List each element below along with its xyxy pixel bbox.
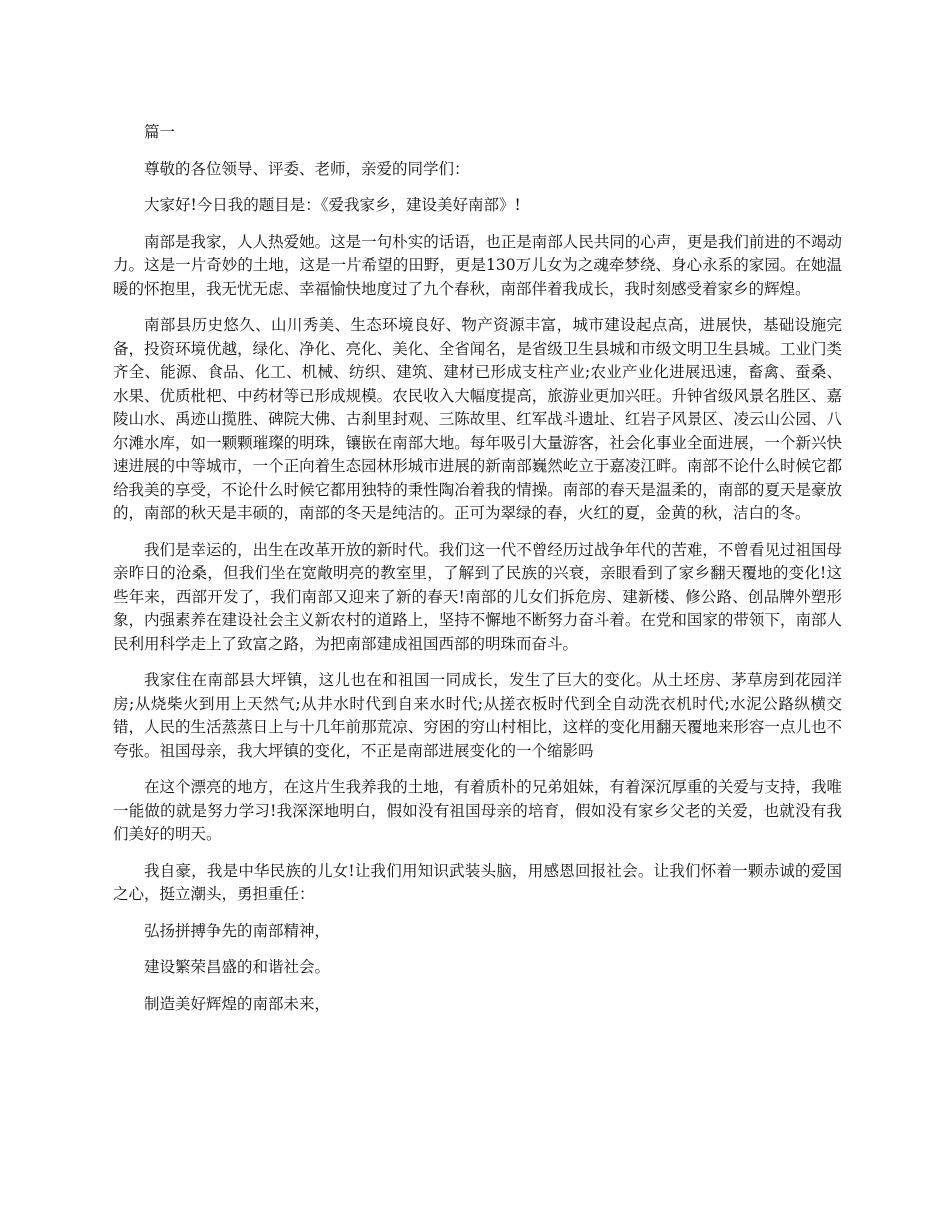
closing-line-1: 弘扬拼搏争先的南部精神， bbox=[144, 921, 331, 940]
body-paragraph-6: 我自豪，我是中华民族的儿女!让我们用知识武装头脑，用感恩回报社会。让我们怀着一颗赤诚的爱国之心，挺立潮头，勇担重任： bbox=[113, 861, 842, 903]
greeting: 大家好!今日我的题目是：《爱我家乡，建设美好南部》! bbox=[144, 196, 521, 214]
closing-line-3: 制造美好辉煌的南部未来， bbox=[144, 994, 331, 1013]
salutation: 尊敬的各位领导、评委、老师，亲爱的同学们： bbox=[144, 159, 470, 178]
document-page bbox=[113, 121, 842, 1016]
body-paragraph-2: 南部县历史悠久、山川秀美、生态环境良好、物产资源丰富，城市建设起点高，进展快，基础设施完备，投资环境优越，绿化、净化、亮化、美化、全省闻名，是省级卫生县城和市级文明卫生县城。工业门类齐全、能源、食品、化工、机械、纺织、建筑、建材已形成支柱产业;农业产业化进展迅速，畜禽、蚕桑、水果、优质枇杷、中药材等已形成规模。农民收入大幅度提高，旅游业更加兴旺。升钟省级风景名胜区、嘉陵山水、禹迹山揽胜、碑院大佛、古刹里封观、三陈故里、红军战斗遗址、红岩子风景区、凌云山公园、八尔滩水库，如一颗颗璀璨的明珠，镶嵌在南部大地。每年吸引大量游客，社会化事业全面进展，一个新兴快速进展的中等城市，一个正向着生态园林形城市进展的新南部巍然屹立于嘉凌江畔。南部不论什么时候它都给我美的享受，不论什么时候它都用独特的秉性陶冶着我的情操。南部的春天是温柔的，南部的夏天是豪放的，南部的秋天是丰硕的，南部的冬天是纯洁的。正可为翠绿的春，火红的夏，金黄的秋，洁白的冬。 bbox=[113, 316, 842, 522]
body-paragraph-5: 在这个漂亮的地方，在这片生我养我的土地，有着质朴的兄弟姐妹，有着深沉厚重的关爱与支持，我唯一能做的就是努力学习!我深深地明白，假如没有祖国母亲的培育，假如没有家乡父老的关爱，也就没有我们美好的明天。 bbox=[113, 778, 842, 843]
body-paragraph-1: 南部是我家，人人热爱她。这是一句朴实的话语，也正是南部人民共同的心声，更是我们前进的不竭动力。这是一片奇妙的土地，这是一片希望的田野，更是130万儿女为之魂牵梦绕、身心永系的家园。在她温暖的怀抱里，我无忧无虑、幸福愉快地度过了九个春秋，南部伴着我成长，我时刻感受着家乡的辉煌。 bbox=[113, 232, 842, 298]
body-paragraph-3: 我们是幸运的，出生在改革开放的新时代。我们这一代不曾经历过战争年代的苦难，不曾看见过祖国母亲昨日的沧桑，但我们坐在宽敞明亮的教室里，了解到了民族的兴衰，亲眼看到了家乡翻天覆地的变化!这些年来，西部开发了，我们南部又迎来了新的春天!南部的儿女们拆危房、建新楼、修公路、创品牌外塑形象，内强素养在建设社会主义新农村的道路上，坚持不懈地不断努力奋斗着。在党和国家的带领下，南部人民利用科学走上了致富之路，为把南部建成祖国西部的明珠而奋斗。 bbox=[113, 540, 842, 653]
section-heading: 篇一 bbox=[144, 123, 176, 141]
body-paragraph-4: 我家住在南部县大坪镇，这儿也在和祖国一同成长，发生了巨大的变化。从土坯房、茅草房到花园洋房;从烧柴火到用上天然气;从井水时代到自来水时代;从搓衣板时代到全自动洗衣机时代;水泥公路纵横交错，人民的生活蒸蒸日上与十几年前那荒凉、穷困的穷山村相比，这样的变化用翻天覆地来形容一点儿也不夸张。祖国母亲，我大坪镇的变化，不正是南部进展变化的一个缩影吗 bbox=[113, 671, 842, 760]
closing-line-2: 建设繁荣昌盛的和谐社会。 bbox=[144, 958, 331, 976]
